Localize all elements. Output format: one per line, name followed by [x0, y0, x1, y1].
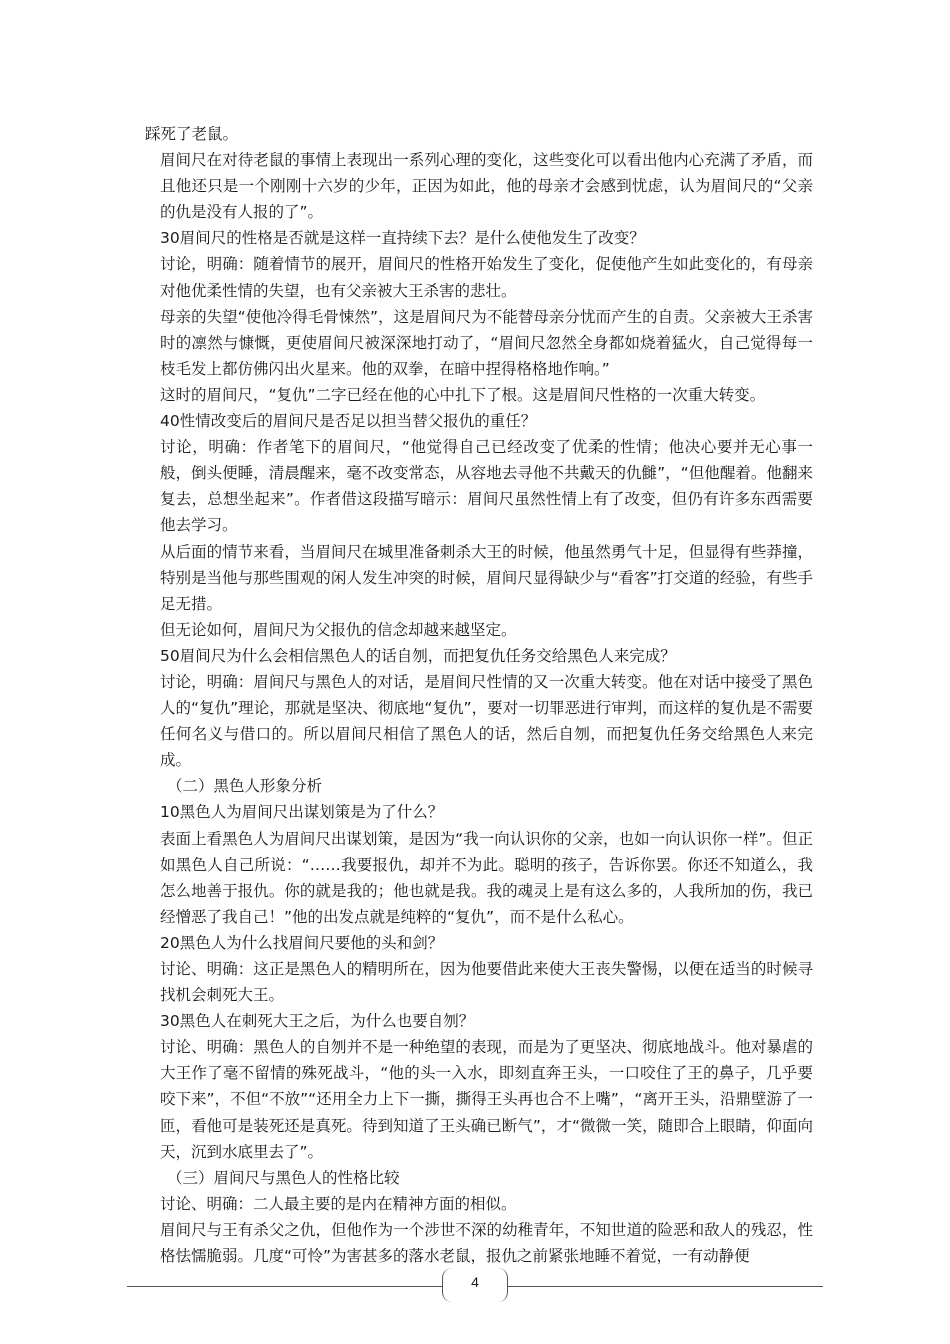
section-heading: （三）眉间尺与黑色人的性格比较 — [167, 1168, 400, 1187]
body-paragraph: 讨论、明确：这正是黑色人的精明所在，因为他要借此来使大王丧失警惕，以便在适当的时候寻找机会刺死大王。 — [160, 960, 813, 1005]
footer-rule-left — [127, 1286, 442, 1287]
page-footer — [127, 1266, 823, 1306]
body-paragraph: 讨论、明确：二人最主要的是内在精神方面的相似。 — [160, 1194, 517, 1213]
body-paragraph: 讨论，明确：随着情节的展开，眉间尺的性格开始发生了变化，促使他产生如此变化的，有母亲对他优柔性情的失望，也有父亲被大王杀害的悲壮。 — [160, 255, 813, 300]
body-paragraph: 讨论、明确：黑色人的自刎并不是一种绝望的表现，而是为了更坚决、彻底地战斗。他对暴虐的大王作了毫不留情的殊死战斗，“他的头一入水，即刻直奔王头，一口咬住了王的鼻子，几乎要咬下来”，不但“不放”“还用全力上下一撕，撕得王头再也合不上嘴”，“离开王头，沿鼎壁游了一匝，看他可是装死还是真死。待到知道了王头确已断气”，才“微微一笑，随即合上眼睛，仰面向天，沉到水底里去了”。 — [160, 1038, 813, 1161]
body-paragraph: 但无论如何，眉间尺为父报仇的信念却越来越坚定。 — [160, 620, 517, 639]
question-paragraph: 10黑色人为眉间尺出谋划策是为了什么？ — [160, 803, 444, 822]
body-paragraph: 踩死了老鼠。 — [145, 125, 239, 143]
body-paragraph: 讨论，明确：作者笔下的眉间尺，“他觉得自己已经改变了优柔的性情；他决心要并无心事一般，倒头便睡，清晨醒来，毫不改变常态，从容地去寻他不共戴天的仇雠”，“但他醒着。他翻来复去，总想坐起来”。作者借这段描写暗示：眉间尺虽然性情上有了改变，但仍有许多东西需要他去学习。 — [160, 438, 813, 535]
body-paragraph: 眉间尺在对待老鼠的事情上表现出一系列心理的变化，这些变化可以看出他内心充满了矛盾，而且他还只是一个刚刚十六岁的少年，正因为如此，他的母亲才会感到忧虑，认为眉间尺的“父亲的仇是没有人报的了”。 — [160, 151, 813, 222]
question-paragraph: 30黑色人在刺死大王之后，为什么也要自刎？ — [160, 1012, 475, 1031]
body-paragraph: 眉间尺与王有杀父之仇，但他作为一个涉世不深的幼稚青年，不知世道的险恶和敌人的残忍，性格怯懦脆弱。几度“可怜”为害甚多的落水老鼠，报仇之前紧张地睡不着觉，一有动静便 — [160, 1220, 813, 1266]
body-paragraph: 这时的眉间尺，“复仇”二字已经在他的心中扎下了根。这是眉间尺性格的一次重大转变。 — [160, 385, 766, 404]
body-paragraph: 讨论，明确：眉间尺与黑色人的对话，是眉间尺性情的又一次重大转变。他在对话中接受了黑色人的“复仇”理论，那就是坚决、彻底地“复仇”，要对一切罪恶进行审判，而这样的复仇是不需要任何名义与借口的。所以眉间尺相信了黑色人的话，然后自刎，而把复仇任务交给黑色人来完成。 — [160, 672, 813, 770]
body-paragraph: 母亲的失望“使他冷得毛骨悚然”，这是眉间尺为不能替母亲分忧而产生的自责。父亲被大王杀害时的凛然与慷慨，更使眉间尺被深深地打动了，“眉间尺忽然全身都如烧着猛火，自己觉得每一枝毛发上都仿佛闪出火星来。他的双拳，在暗中捏得格格地作响。” — [160, 307, 813, 378]
document-body — [145, 121, 813, 1269]
question-paragraph: 50眉间尺为什么会相信黑色人的话自刎，而把复仇任务交给黑色人来完成？ — [160, 646, 676, 665]
section-heading: （二）黑色人形象分析 — [167, 777, 323, 796]
question-paragraph: 20黑色人为什么找眉间尺要他的头和剑？ — [160, 933, 444, 952]
footer-rule-right — [508, 1286, 823, 1287]
question-paragraph: 30眉间尺的性格是否就是这样一直持续下去？是什么使他发生了改变？ — [160, 229, 645, 248]
body-paragraph: 表面上看黑色人为眉间尺出谋划策，是因为“我一向认识你的父亲，也如一向认识你一样”。但正如黑色人自己所说：“……我要报仇，却并不为此。聪明的孩子，告诉你罢。你还不知道么，我怎么地善于报仇。你的就是我的；他也就是我。我的魂灵上是有这么多的，人我所加的伤，我已经憎恶了我自己！”他的出发点就是纯粹的“复仇”，而不是什么私心。 — [160, 829, 813, 926]
page-number: 4 — [471, 1274, 479, 1290]
question-paragraph: 40性情改变后的眉间尺是否足以担当替父报仇的重任？ — [160, 412, 537, 431]
body-paragraph: 从后面的情节来看，当眉间尺在城里准备刺杀大王的时候，他虽然勇气十足，但显得有些莽撞，特别是当他与那些围观的闲人发生冲突的时候，眉间尺显得缺少与“看客”打交道的经验，有些手足无措。 — [160, 542, 813, 613]
